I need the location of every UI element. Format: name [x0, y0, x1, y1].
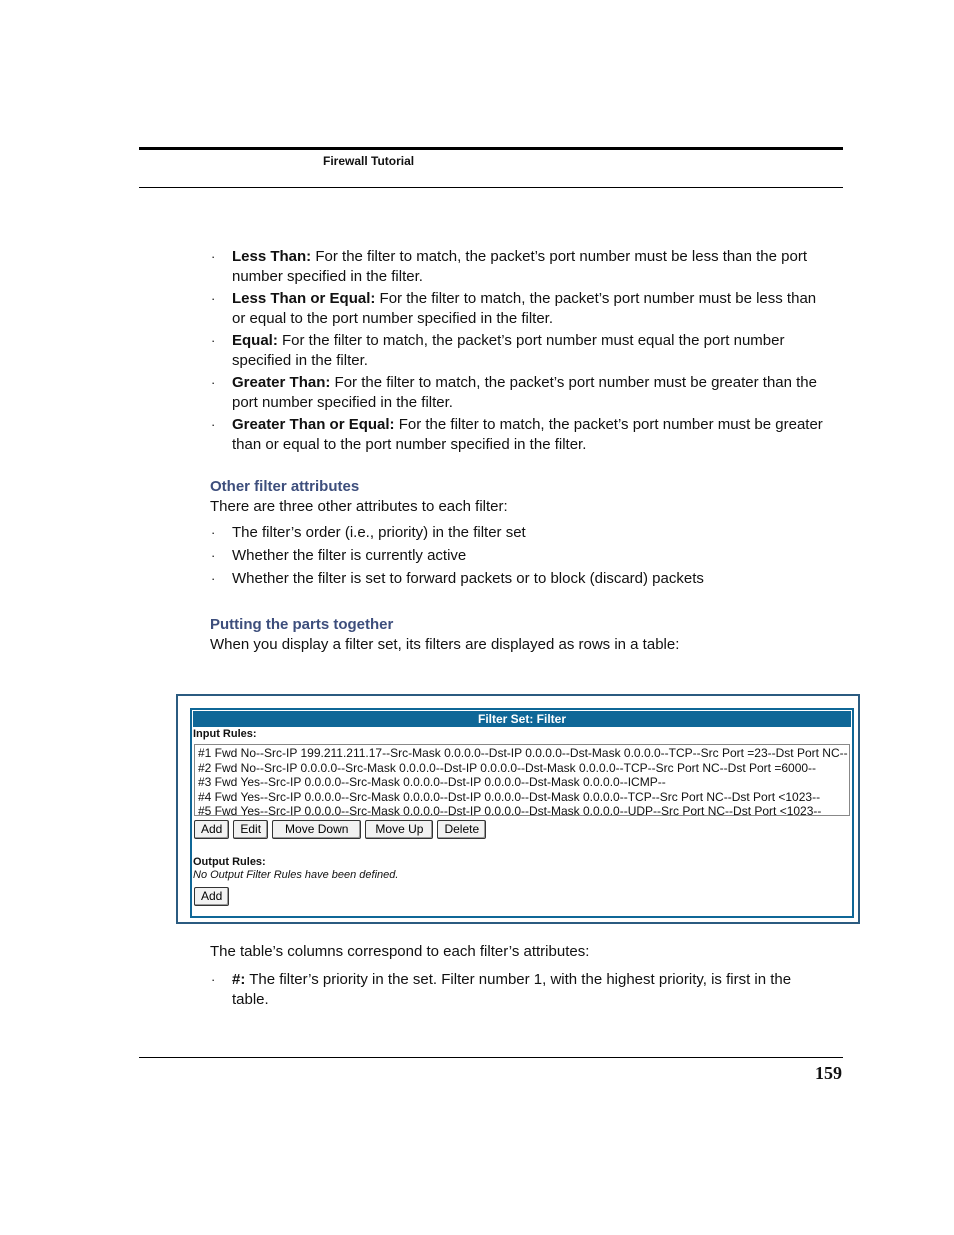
input-rules-listbox[interactable] [194, 744, 850, 816]
page-number: 159 [815, 1063, 842, 1083]
bullet-icon: · [211, 548, 216, 563]
list-item: · Greater Than or Equal: For the filter to match, the packet’s port number must be greater than or equal to the port number specified in the filter. [211, 416, 823, 453]
output-rules-toolbar [194, 887, 852, 906]
list-item[interactable]: #4 Fwd Yes--Src-IP 0.0.0.0--Src-Mask 0.0.0.0--Dst-IP 0.0.0.0--Dst-Mask 0.0.0.0--TCP--Src Port NC--Dst Port <1023-- [198, 789, 821, 804]
columns-explanation [210, 942, 830, 1012]
add-button[interactable]: Add [194, 820, 229, 839]
list-item: · Less Than or Equal: For the filter to match, the packet’s port number must be less than or equal to the port number specified in the filter. [211, 290, 817, 327]
move-down-button[interactable]: Move Down [272, 820, 361, 839]
compare-list-block [210, 247, 830, 457]
bullet-icon: · [211, 375, 216, 390]
list-item: · Less Than: For the filter to match, the packet’s port number must be less than the port number specified in the filter. [211, 248, 807, 285]
add-output-button[interactable]: Add [194, 887, 229, 906]
output-rules-label: Output Rules: [193, 856, 266, 868]
list-item: · Whether the filter is set to forward packets or to block (discard) packets [211, 570, 704, 587]
section-intro: There are three other attributes to each filter: [210, 498, 508, 515]
columns-intro: The table’s columns correspond to each filter’s attributes: [210, 943, 590, 960]
edit-button[interactable]: Edit [233, 820, 268, 839]
list-item[interactable]: #2 Fwd No--Src-IP 0.0.0.0--Src-Mask 0.0.0.0--Dst-IP 0.0.0.0--Dst-Mask 0.0.0.0--TCP--Src Port NC--Dst Port =6000-- [198, 760, 817, 775]
input-rules-label: Input Rules: [193, 728, 257, 740]
bullet-icon: · [211, 249, 216, 264]
bullet-icon: · [211, 525, 216, 540]
section-heading: Putting the parts together [210, 616, 394, 633]
section-intro: When you display a filter set, its filters are displayed as rows in a table: [210, 636, 680, 653]
section-other-attributes [210, 477, 830, 591]
panel-title: Filter Set: Filter [193, 711, 851, 727]
filter-set-frame [190, 708, 854, 918]
list-item[interactable]: #5 Fwd Yes--Src-IP 0.0.0.0--Src-Mask 0.0.0.0--Dst-IP 0.0.0.0--Dst-Mask 0.0.0.0--UDP--Src Port NC--Dst Port <1023-- [198, 804, 822, 816]
list-item: · Greater Than: For the filter to match, the packet’s port number must be greater than the port number specified in the filter. [211, 374, 817, 411]
list-item: · #: The filter’s priority in the set. Filter number 1, with the highest priority, is first in the table. [211, 971, 792, 1008]
footer-divider [139, 1057, 843, 1058]
bullet-icon: · [211, 972, 216, 987]
running-header: Firewall Tutorial [323, 154, 415, 168]
attribute-list [210, 523, 830, 589]
bullet-icon: · [211, 417, 216, 432]
header-rule [139, 147, 843, 150]
compare-list [210, 247, 830, 455]
list-item: · Equal: For the filter to match, the packet’s port number must equal the port number specified in the filter. [211, 332, 785, 369]
section-heading: Other filter attributes [210, 478, 360, 495]
move-up-button[interactable]: Move Up [365, 820, 433, 839]
bullet-icon: · [211, 291, 216, 306]
bullet-icon: · [211, 333, 216, 348]
section-putting-together [210, 615, 830, 655]
columns-list [210, 970, 830, 1010]
list-item[interactable]: #3 Fwd Yes--Src-IP 0.0.0.0--Src-Mask 0.0.0.0--Dst-IP 0.0.0.0--Dst-Mask 0.0.0.0--ICMP-- [198, 775, 666, 789]
filter-set-screenshot [176, 694, 860, 924]
header-divider [139, 187, 843, 188]
input-rules-toolbar [194, 820, 852, 839]
list-item[interactable]: #1 Fwd No--Src-IP 199.211.211.17--Src-Mask 0.0.0.0--Dst-IP 0.0.0.0--Dst-Mask 0.0.0.0--TCP--Src Port =23--Dst Port NC-- [198, 746, 848, 760]
output-empty-message: No Output Filter Rules have been defined. [193, 869, 399, 881]
delete-button[interactable]: Delete [437, 820, 486, 839]
list-item: · Whether the filter is currently active [211, 547, 467, 564]
bullet-icon: · [211, 571, 216, 586]
list-item: · The filter’s order (i.e., priority) in the filter set [211, 524, 526, 541]
